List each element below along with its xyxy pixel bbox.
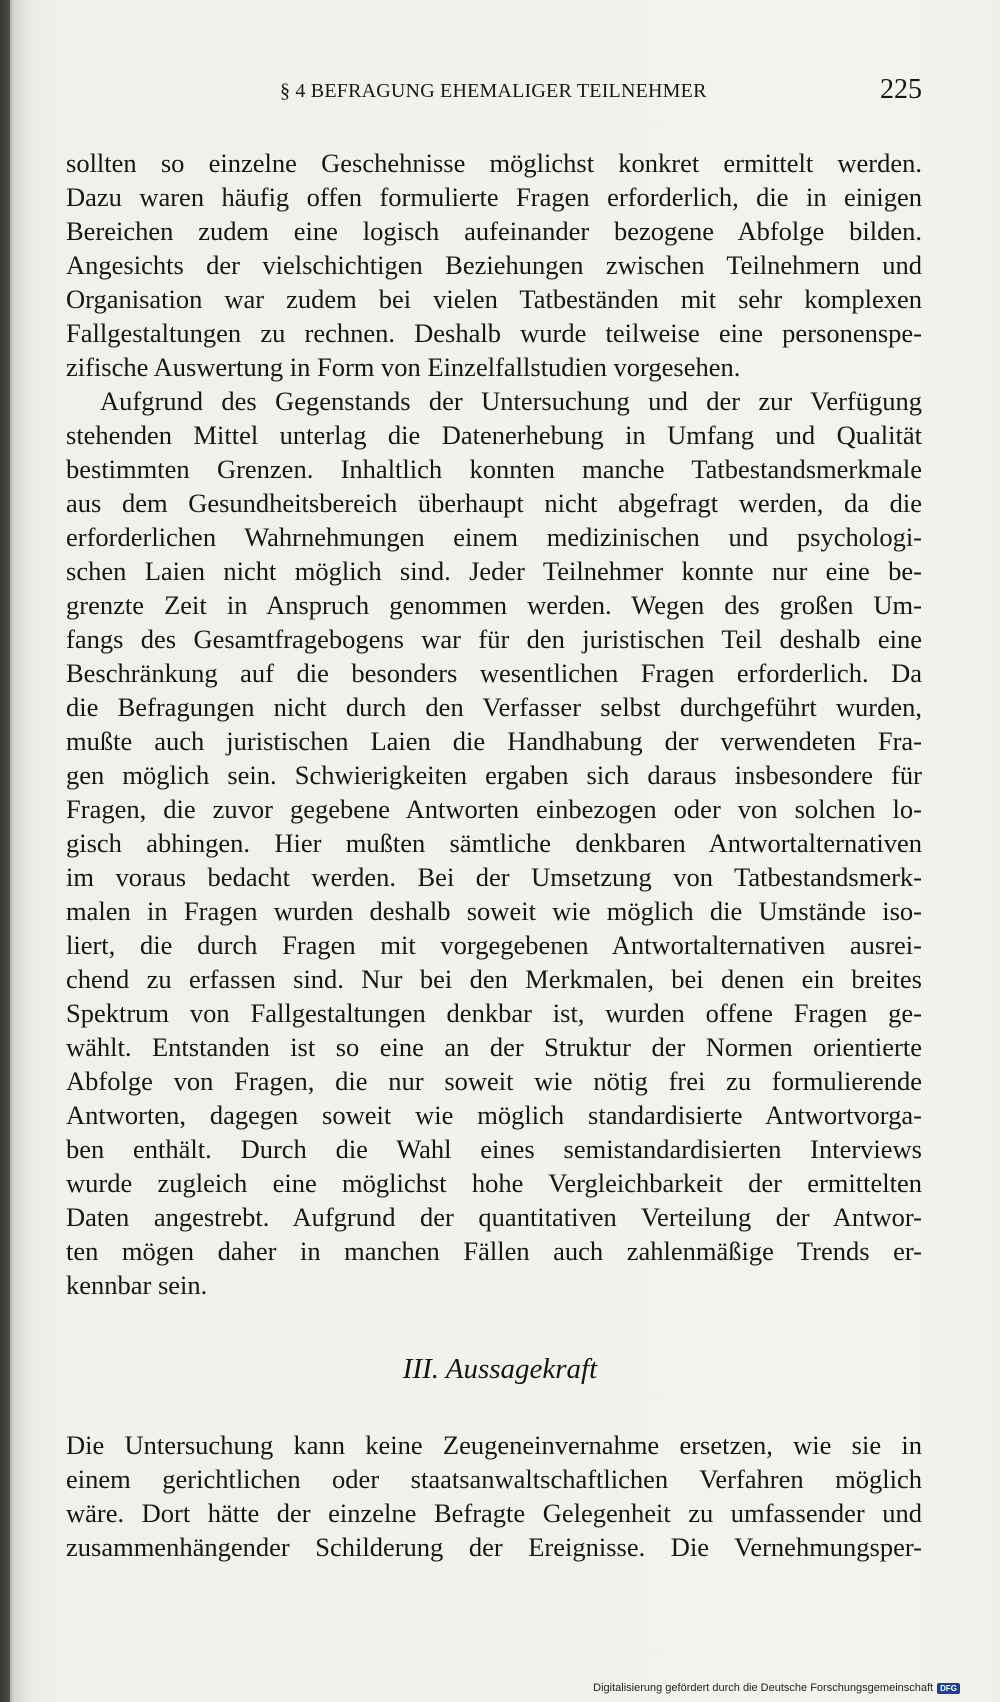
paragraph-1 bbox=[66, 146, 922, 384]
text-line: aus dem Gesundheitsbereich überhaupt nicht abgefragt werden, da die bbox=[66, 488, 922, 518]
digitization-credit bbox=[593, 1682, 960, 1694]
credit-text: Digitalisierung gefördert durch die Deutsche Forschungsgemeinschaft bbox=[593, 1682, 934, 1694]
section-heading: III. Aussagekraft bbox=[402, 1353, 598, 1385]
running-header bbox=[66, 76, 922, 116]
text-line: ten mögen daher in manchen Fällen auch zahlenmäßige Trends er- bbox=[66, 1236, 922, 1266]
main-text bbox=[66, 146, 922, 1302]
text-line: malen in Fragen wurden deshalb soweit wie möglich die Umstände iso- bbox=[66, 896, 922, 926]
running-title: § 4 BEFRAGUNG EHEMALIGER TEILNEHMER bbox=[280, 80, 707, 102]
text-line: sollten so einzelne Geschehnisse möglichst konkret ermittelt werden. bbox=[66, 148, 922, 178]
text-line: Fragen, die zuvor gegebene Antworten einbezogen oder von solchen lo- bbox=[66, 794, 922, 824]
text-line: zusammenhängender Schilderung der Ereignisse. Die Vernehmungsper- bbox=[66, 1532, 922, 1562]
text-line: gisch abhingen. Hier mußten sämtliche denkbaren Antwortalternativen bbox=[66, 828, 922, 858]
text-line: Fallgestaltungen zu rechnen. Deshalb wurde teilweise eine personenspe- bbox=[66, 318, 922, 348]
text-line: schen Laien nicht möglich sind. Jeder Teilnehmer konnte nur eine be- bbox=[66, 556, 922, 586]
text-line: Spektrum von Fallgestaltungen denkbar ist, wurden offene Fragen ge- bbox=[66, 998, 922, 1028]
text-line: chend zu erfassen sind. Nur bei den Merkmalen, bei denen ein breites bbox=[66, 964, 922, 994]
text-line: Organisation war zudem bei vielen Tatbeständen mit sehr komplexen bbox=[66, 284, 922, 314]
text-line: ben enthält. Durch die Wahl eines semistandardisierten Interviews bbox=[66, 1134, 922, 1164]
text-line: Abfolge von Fragen, die nur soweit wie nötig frei zu formulierende bbox=[66, 1066, 922, 1096]
text-line: fangs des Gesamtfragebogens war für den juristischen Teil deshalb eine bbox=[66, 624, 922, 654]
text-line: Angesichts der vielschichtigen Beziehungen zwischen Teilnehmern und bbox=[66, 250, 922, 280]
text-line: wählt. Entstanden ist so eine an der Struktur der Normen orientierte bbox=[66, 1032, 922, 1062]
text-line: erforderlichen Wahrnehmungen einem medizinischen und psychologi- bbox=[66, 522, 922, 552]
text-line: Beschränkung auf die besonders wesentlichen Fragen erforderlich. Da bbox=[66, 658, 922, 688]
text-line: Daten angestrebt. Aufgrund der quantitativen Verteilung der Antwor- bbox=[66, 1202, 922, 1232]
text-line: grenzte Zeit in Anspruch genommen werden. Wegen des großen Um- bbox=[66, 590, 922, 620]
text-line: zifische Auswertung in Form von Einzelfallstudien vorgesehen. bbox=[66, 352, 741, 382]
page-number: 225 bbox=[880, 74, 922, 105]
text-line: Dazu waren häufig offen formulierte Fragen erforderlich, die in einigen bbox=[66, 182, 922, 212]
text-line: wäre. Dort hätte der einzelne Befragte Gelegenheit zu umfassender und bbox=[66, 1498, 922, 1528]
text-line: liert, die durch Fragen mit vorgegebenen Antwortalternativen ausrei- bbox=[66, 930, 922, 960]
text-line: kennbar sein. bbox=[66, 1270, 208, 1300]
book-spine-shadow bbox=[0, 0, 10, 1702]
text-line: mußte auch juristischen Laien die Handhabung der verwendeten Fra- bbox=[66, 726, 922, 756]
text-line: wurde zugleich eine möglichst hohe Vergleichbarkeit der ermittelten bbox=[66, 1168, 922, 1198]
paragraph-2 bbox=[66, 384, 922, 1302]
dfg-logo-icon: DFG bbox=[937, 1683, 960, 1694]
text-line: Aufgrund des Gegenstands der Untersuchung und der zur Verfügung bbox=[100, 386, 922, 416]
text-line: Die Untersuchung kann keine Zeugeneinvernahme ersetzen, wie sie in bbox=[66, 1430, 922, 1460]
text-line: stehenden Mittel unterlag die Datenerhebung in Umfang und Qualität bbox=[66, 420, 922, 450]
text-line: Antworten, dagegen soweit wie möglich standardisierte Antwortvorga- bbox=[66, 1100, 922, 1130]
text-line: gen möglich sein. Schwierigkeiten ergaben sich daraus insbesondere für bbox=[66, 760, 922, 790]
text-line: Bereichen zudem eine logisch aufeinander bezogene Abfolge bilden. bbox=[66, 216, 922, 246]
text-line: einem gerichtlichen oder staatsanwaltschaftlichen Verfahren möglich bbox=[66, 1464, 922, 1494]
text-line: bestimmten Grenzen. Inhaltlich konnten manche Tatbestandsmerkmale bbox=[66, 454, 922, 484]
paragraph-3 bbox=[66, 1428, 922, 1564]
text-line: die Befragungen nicht durch den Verfasser selbst durchgeführt wurden, bbox=[66, 692, 922, 722]
text-line: im voraus bedacht werden. Bei der Umsetzung von Tatbestandsmerk- bbox=[66, 862, 922, 892]
